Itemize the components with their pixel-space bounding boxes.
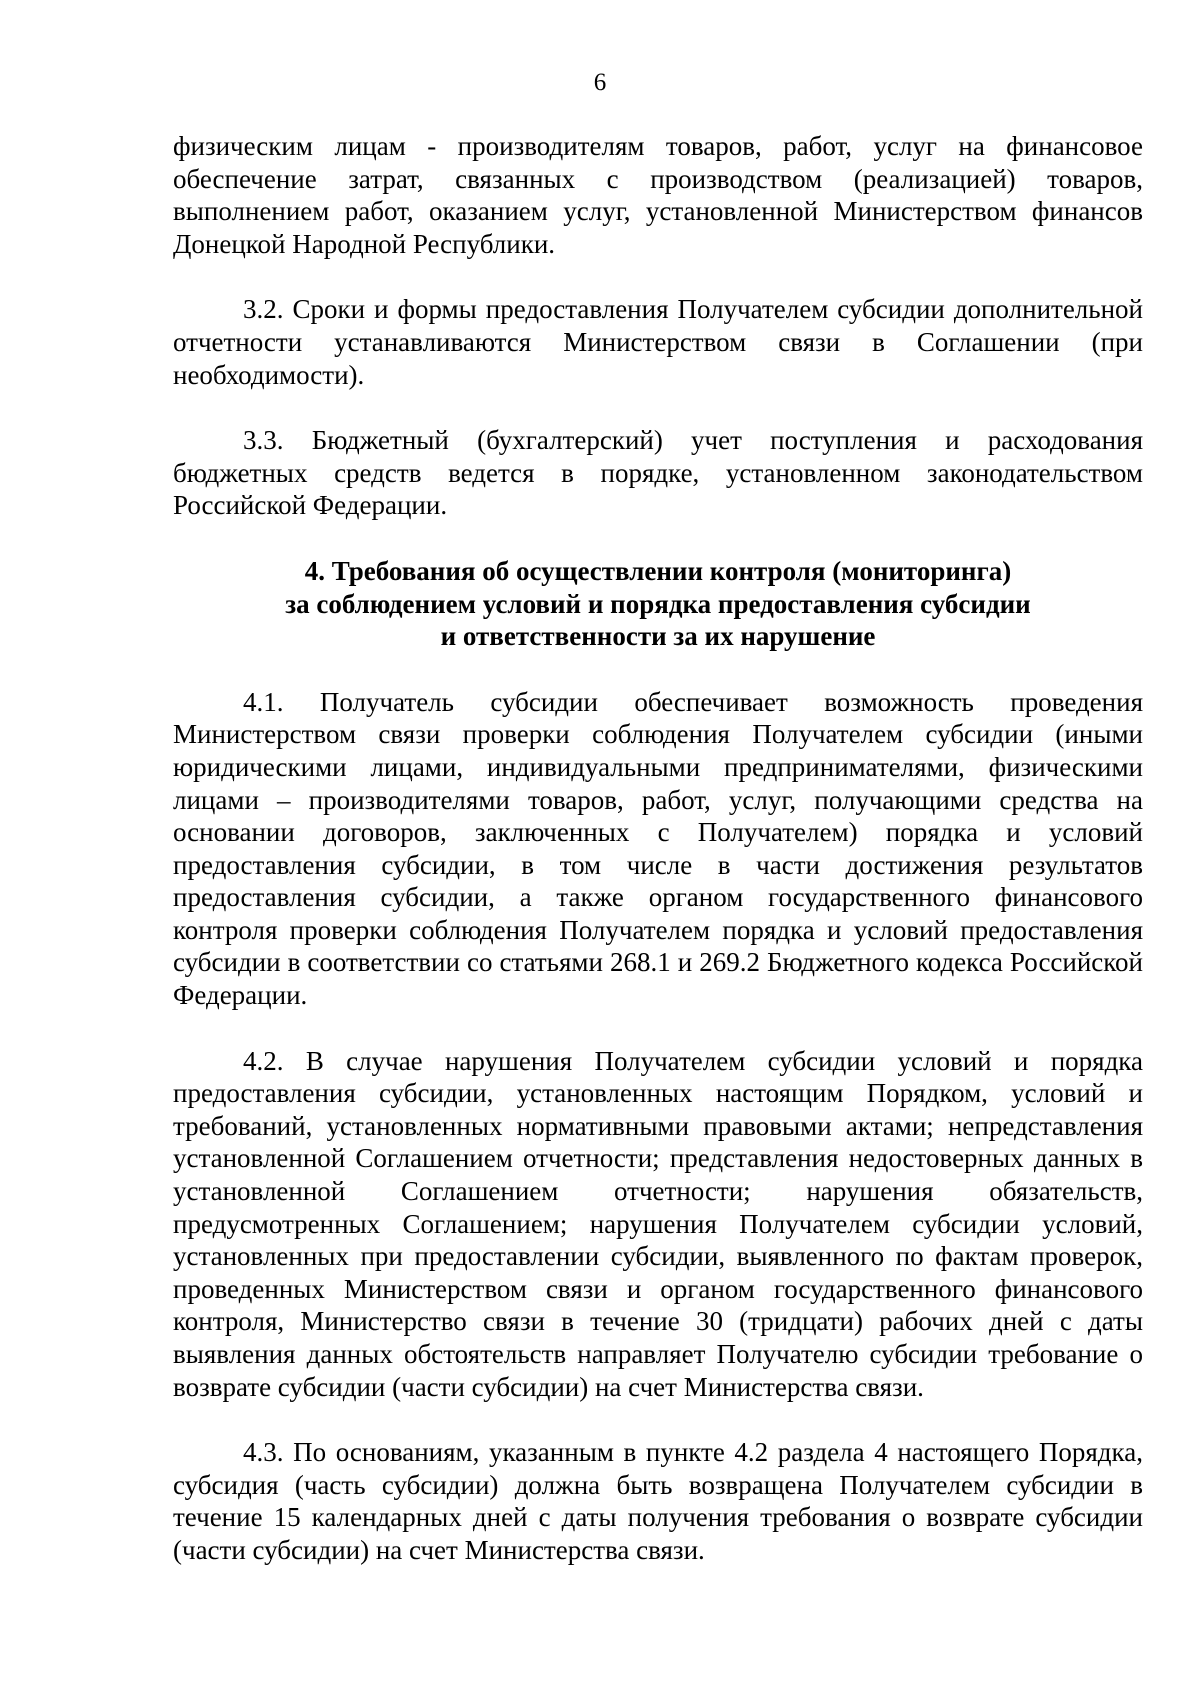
document-body [173,130,1143,1567]
paragraph-continuation: физическим лицам - производителям товаров, работ, услуг на финансовое обеспечение затрат, связанных с производством (реализацией) товаров, выполнением работ, оказанием услуг, установленной Министерством финансов Донецкой Народной Республики. [173,131,1143,259]
paragraph-3-3: 3.3. Бюджетный (бухгалтерский) учет поступления и расходования бюджетных средств ведется в порядке, установленном законодательством Российской Федерации. [173,425,1143,521]
section-heading-line-3: и ответственности за их нарушение [440,621,876,652]
paragraph-spacer [173,653,1143,686]
paragraph-4-3: 4.3. По основаниям, указанным в пункте 4.2 раздела 4 настоящего Порядка, субсидия (часть субсидии) должна быть возвращена Получателем субсидии в течение 15 календарных дней с даты получения требования о возврате субсидии (части субсидии) на счет Министерства связи. [173,1437,1143,1565]
paragraph-4-1: 4.1. Получатель субсидии обеспечивает возможность проведения Министерством связи проверки соблюдения Получателем субсидии (иными юридическими лицами, индивидуальными предпринимателями, физическими лицами – производителями товаров, работ, услуг, получающими средства на основании договоров, заключенных с Получателем) порядка и условий предоставления субсидии, в том числе в части достижения результатов предоставления субсидии, а также органом государственного финансового контроля проверки соблюдения Получателем порядка и условий предоставления субсидии в соответствии со статьями 268.1 и 269.2 Бюджетного кодекса Российской Федерации. [173,686,1143,1011]
paragraph-spacer [173,391,1143,424]
paragraph-4-2: 4.2. В случае нарушения Получателем субсидии условий и порядка предоставления субсидии, установленных настоящим Порядком, условий и требований, установленных нормативными правовыми актами; непредставления установленной Соглашением отчетности; представления недостоверных данных в установленной Соглашением отчетности; нарушения обязательств, предусмотренных Соглашением; нарушения Получателем субсидии условий, установленных при предоставлении субсидии, выявленного по фактам проверок, проведенных Министерством связи и органом государственного финансового контроля, Министерство связи в течение 30 (тридцати) рабочих дней с даты выявления данных обстоятельств направляет Получателю субсидии требование о возврате субсидии (части субсидии) на счет Министерства связи. [173,1045,1143,1402]
paragraph-spacer [173,522,1143,555]
page-number: 6 [593,69,607,96]
paragraph-spacer [173,1403,1143,1436]
paragraph-3-2: 3.2. Сроки и формы предоставления Получателем субсидии дополнительной отчетности устанавливаются Министерством связи в Соглашении (при необходимости). [173,294,1143,390]
section-heading-line-2: за соблюдением условий и порядка предоставления субсидии [285,588,1031,619]
section-heading-line-1: 4. Требования об осуществлении контроля (мониторинга) [304,555,1012,586]
section-4-heading [173,555,1143,653]
paragraph-spacer [173,260,1143,293]
paragraph-spacer [173,1012,1143,1045]
